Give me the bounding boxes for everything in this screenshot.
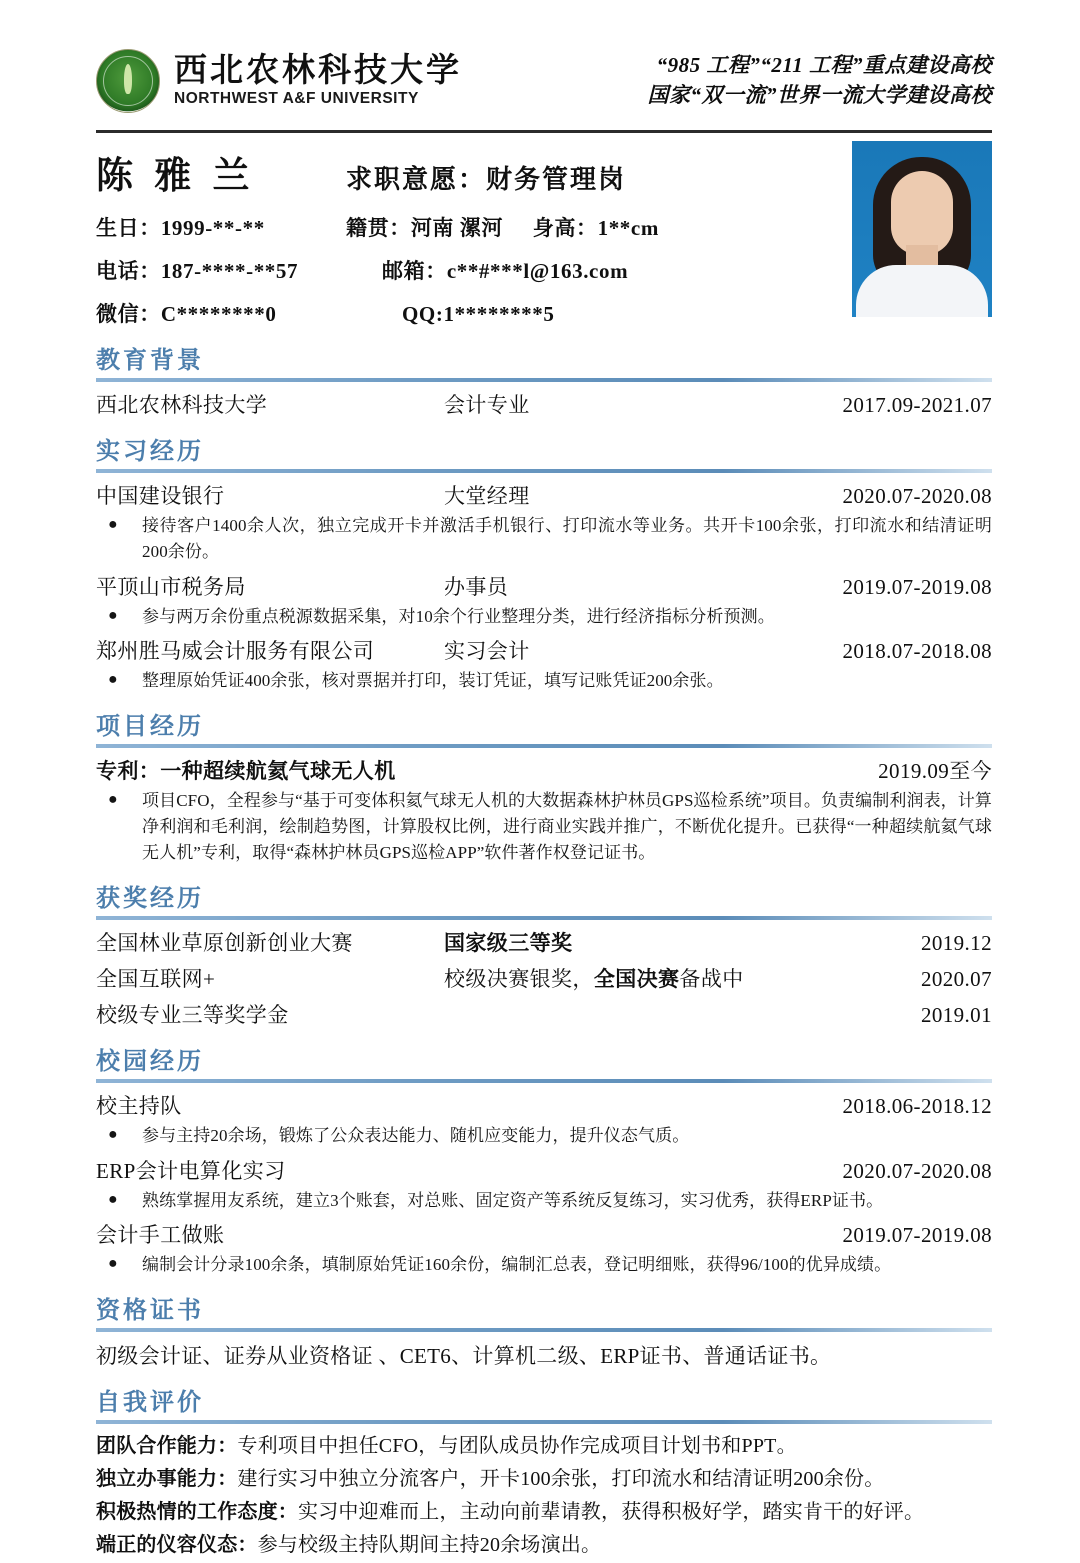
hometown-label: 籍贯： (346, 216, 411, 240)
table-row (96, 963, 992, 993)
avatar-collar-right (932, 269, 944, 295)
table-row (96, 755, 992, 785)
education-date: 2017.09-2021.07 (842, 393, 992, 417)
table-row (96, 1155, 992, 1185)
award-level-bold: 国家级三等奖 (444, 930, 573, 955)
masthead (96, 44, 992, 118)
campus-org: 会计手工做账 (96, 1223, 225, 1248)
wechat-value: C********0 (160, 302, 277, 326)
self-eval-text: 建行实习中独立分流客户，开卡100余张，打印流水和结清证明200余份。 (237, 1468, 885, 1491)
birthday-field (96, 212, 346, 242)
university-name-cn: 西北农林科技大学 (174, 52, 462, 89)
section-rule-project (96, 744, 992, 748)
hometown-value: 河南 漯河 (410, 216, 504, 240)
list-item (96, 788, 992, 865)
internship-org: 平顶山市税务局 (96, 574, 246, 599)
award-name: 全国互联网+ (96, 966, 216, 991)
university-crest-icon (96, 49, 160, 113)
campus-bullet-text: 参与主持20余场，锻炼了公众表达能力、随机应变能力，提升仪态气质。 (142, 1125, 690, 1145)
campus-org: ERP会计电算化实习 (96, 1158, 286, 1183)
section-title-certificates: 资格证书 (96, 1298, 204, 1325)
award-date: 2020.07 (920, 966, 992, 991)
self-eval-item (96, 1431, 992, 1461)
campus-org: 校主持队 (96, 1093, 182, 1118)
campus-bullet-text: 编制会计分录100余条，填制原始凭证160余份，编制汇总表，登记明细账，获得96/100的优异成绩。 (142, 1255, 892, 1275)
birthday-label: 生日： (96, 216, 161, 240)
motto-line-2: 国家“双一流”世界一流大学建设高校 (647, 83, 992, 107)
award-date: 2019.12 (920, 930, 992, 955)
award-date: 2019.01 (920, 1002, 992, 1027)
section-title-campus: 校园经历 (96, 1048, 204, 1075)
project-bullet-text: 项目CFO，全程参与“基于可变体积氦气球无人机的大数据森林护林员GPS巡检系统”项目。负责编制利润表，计算净利润和毛利润，绘制趋势图，计算股权比例，进行商业实践并推广，不断优化提升。已获得“一种超续航氦气球无人机”专利，取得“森林护林员GPS巡检APP”软件著作权登记证书。 (142, 791, 992, 862)
self-eval-item (96, 1497, 992, 1527)
list-item (96, 513, 992, 565)
job-objective: 求职意愿：财务管理岗 (346, 165, 627, 194)
page-title: 陈 雅 兰 (96, 156, 256, 197)
avatar-face (891, 171, 953, 255)
award-name: 校级专业三等奖学金 (96, 1002, 289, 1027)
phone-field (96, 255, 346, 285)
section-rule-internship (96, 469, 992, 473)
list-item (96, 1123, 992, 1149)
internship-bullet-text: 接待客户1400余人次，独立完成开卡并激活手机银行、打印流水等业务。共开卡100余张，打印流水和结清证明200余份。 (142, 516, 992, 561)
table-row (96, 1090, 992, 1120)
section-title-awards: 获奖经历 (96, 885, 204, 912)
internship-org: 郑州胜马威会计服务有限公司 (96, 639, 375, 664)
section-title-education: 教育背景 (96, 348, 204, 374)
table-row (96, 635, 992, 665)
phone-value: 187-****-**57 (160, 259, 299, 283)
self-eval-label: 积极热情的工作态度： (96, 1501, 298, 1524)
internship-role: 大堂经理 (444, 484, 530, 508)
education-org: 西北农林科技大学 (96, 393, 268, 417)
award-level (444, 963, 832, 993)
bullet-icon: ● (108, 1125, 118, 1143)
section-title-self-evaluation: 自我评价 (96, 1390, 204, 1417)
table-row (96, 999, 992, 1029)
phone-label: 电话： (96, 259, 161, 283)
list-item (96, 604, 992, 630)
university-name-en: NORTHWEST A&F UNIVERSITY (174, 90, 419, 108)
project-title (96, 755, 832, 785)
campus-date: 2020.07-2020.08 (842, 1158, 992, 1183)
project-title-prefix: 专利： (96, 759, 161, 784)
project-title-text: 一种超续航氦气球无人机 (160, 759, 396, 784)
section-title-project: 项目经历 (96, 714, 204, 741)
email-value: c**#***l@163.com (446, 259, 629, 283)
award-level-bold: 全国决赛 (593, 966, 680, 991)
section-rule-campus (96, 1079, 992, 1083)
brand-text (174, 52, 462, 108)
height-value: 1**cm (597, 216, 659, 240)
campus-bullet-text: 熟练掌握用友系统，建立3个账套，对总账、固定资产等系统反复练习，实习优秀，获得ERP证书。 (142, 1190, 884, 1210)
bullet-icon: ● (108, 516, 118, 533)
birthday-value: 1999-**-** (160, 216, 265, 240)
award-level-suffix: 备战中 (679, 966, 744, 991)
bullet-icon: ● (108, 1255, 118, 1273)
internship-date: 2019.07-2019.08 (842, 574, 992, 599)
self-eval-label: 独立办事能力： (96, 1468, 238, 1491)
internship-date: 2018.07-2018.08 (842, 639, 992, 664)
table-row (96, 1219, 992, 1249)
self-eval-text: 专利项目中担任CFO，与团队成员协作完成项目计划书和PPT。 (237, 1435, 797, 1458)
internship-date: 2020.07-2020.08 (842, 484, 992, 508)
award-name: 全国林业草原创新创业大赛 (96, 930, 353, 955)
campus-date: 2019.07-2019.08 (842, 1223, 992, 1248)
identity-block (96, 133, 992, 328)
table-row (96, 480, 992, 510)
internship-role: 实习会计 (444, 639, 530, 664)
self-eval-label: 端正的仪容仪态： (96, 1534, 258, 1557)
bullet-icon: ● (108, 606, 118, 624)
internship-bullet-text: 整理原始凭证400余张，核对票据并打印，装订凭证，填写记账凭证200余张。 (142, 671, 724, 691)
height-label: 身高： (532, 216, 598, 240)
resume-content (96, 44, 992, 1563)
motto-line-1: “985 工程”“211 工程”重点建设高校 (656, 53, 992, 78)
avatar (852, 141, 992, 317)
table-row (96, 927, 992, 957)
wechat-field (96, 298, 346, 328)
award-level (444, 927, 832, 957)
self-eval-item (96, 1530, 992, 1560)
qq-label: QQ: (402, 302, 444, 326)
bullet-icon: ● (108, 791, 118, 809)
bullet-icon: ● (108, 671, 118, 689)
self-eval-text: 参与校级主持队期间主持20余场演出。 (257, 1534, 602, 1557)
university-brand (96, 49, 462, 113)
education-major: 会计专业 (444, 393, 530, 417)
section-rule-education (96, 378, 992, 382)
section-title-internship: 实习经历 (96, 439, 204, 465)
university-mottos (648, 51, 993, 111)
table-row (96, 571, 992, 601)
self-eval-text: 实习中迎难而上，主动向前辈请教，获得积极好学，踏实肯干的好评。 (298, 1501, 925, 1524)
internship-role: 办事员 (444, 574, 509, 599)
internship-bullet-text: 参与两万余份重点税源数据采集，对10余个行业整理分类，进行经济指标分析预测。 (142, 606, 775, 626)
list-item (96, 668, 992, 694)
list-item (96, 1252, 992, 1278)
avatar-collar-left (900, 269, 912, 295)
section-rule-certificates (96, 1328, 992, 1332)
wechat-label: 微信： (96, 302, 161, 326)
self-eval-label: 团队合作能力： (96, 1435, 238, 1458)
section-rule-awards (96, 916, 992, 920)
award-level-prefix: 校级决赛银奖， (444, 966, 594, 991)
bullet-icon: ● (108, 1190, 118, 1208)
certificates-text: 初级会计证、证券从业资格证 、CET6、计算机二级、ERP证书、普通话证书。 (96, 1344, 832, 1369)
project-date: 2019.09至今 (878, 759, 992, 784)
internship-org: 中国建设银行 (96, 484, 225, 508)
self-eval-item (96, 1464, 992, 1494)
avatar-shirt (856, 265, 988, 317)
section-rule-self-evaluation (96, 1420, 992, 1424)
email-label: 邮箱： (382, 259, 447, 283)
campus-date: 2018.06-2018.12 (842, 1093, 992, 1118)
list-item (96, 1188, 992, 1214)
table-row (96, 389, 992, 419)
qq-value: 1********5 (443, 302, 555, 326)
